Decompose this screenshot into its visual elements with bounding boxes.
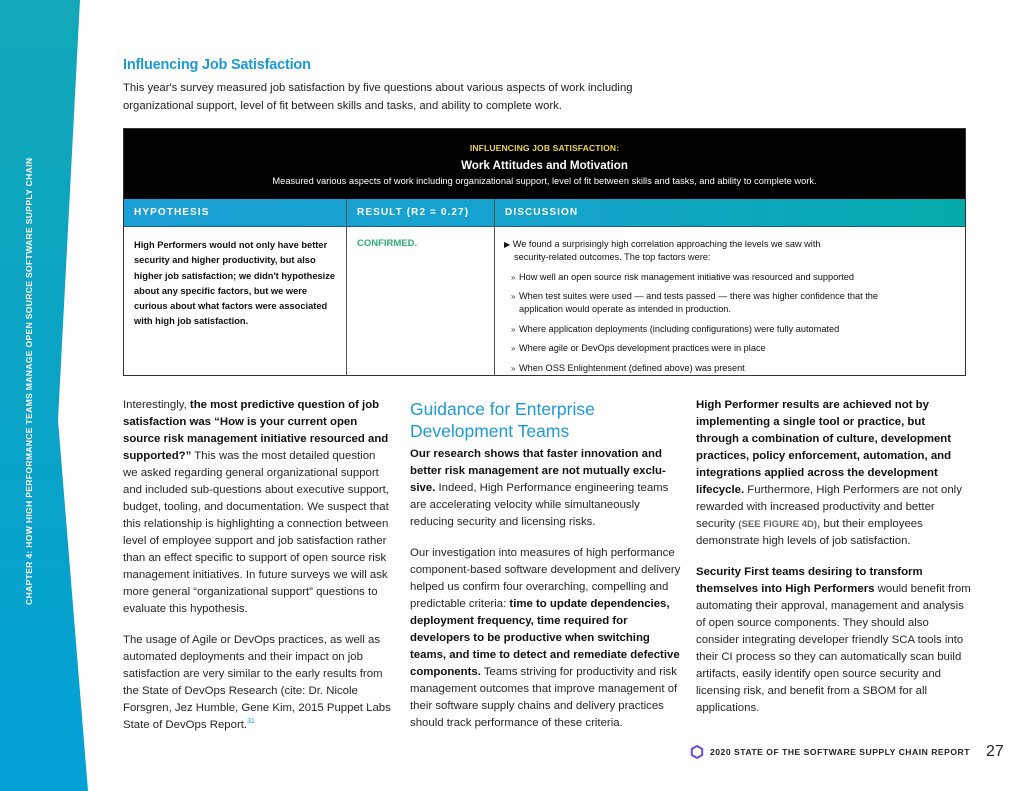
table-banner [124, 129, 965, 199]
chevron-bullet-icon: » [511, 324, 516, 334]
cell-result: CONFIRMED. [347, 227, 495, 376]
chevron-bullet-icon: » [511, 363, 516, 373]
factor-text: Where agile or DevOps development practices were in place [519, 343, 766, 353]
text-run: This was the most detailed question we asked regarding general organizational support and included sub-questions about executive support, budget, tooling, and documentation. We suspect that this relationship is highlighting a connection between level of employee support and job satisfaction rather than an effect specific to support of open source risk management initiatives. In future surveys we will ask more general “organizational support” questions to evaluate this hypothesis. [123, 450, 389, 615]
chapter-sidebar [0, 0, 95, 791]
factor-text: When OSS Enlightenment (defined above) was present [519, 362, 745, 373]
text-run: Furthermore, High Performers are not only rewarded with increased productivity and better security [696, 484, 962, 530]
factor-text: Where application deployments (including configurations) were fully automated [519, 323, 840, 334]
text-run: The usage of Agile or DevOps practices, as well as automated deployments and their impact on job satisfaction are very similar to the early results from the State of DevOps Research (cite: Dr. Nicole Forsgren, Jez Humble, Gene Kim, 2015 Puppet Labs State of DevOps Report. [123, 634, 391, 731]
page-footer [690, 743, 1004, 761]
paragraph [123, 632, 393, 734]
paragraph [123, 397, 393, 618]
discussion-lead-line-2: security-related outcomes. The top factors were: [514, 252, 711, 262]
figure-reference-link[interactable]: (SEE FIGURE 4D) [738, 519, 818, 530]
factor-item [504, 271, 955, 284]
paragraph [696, 564, 971, 717]
text-run: would benefit from automating their approval, management and analysis of open source components. They should also consider integrating developer friendly SCA tools into their CI process so they can automatically scan build artifacts, easily identify open source security and licensing risk, and benefit from a SBOM for all applications. [696, 583, 971, 714]
header-discussion: DISCUSSION [505, 207, 579, 218]
guidance-heading: Guidance for Enterprise Development Teams [410, 399, 595, 441]
text-run: Teams striving for productivity and risk management outcomes that improve management of their software supply chains and delivery practices should track performance of these criteria. [410, 666, 678, 729]
text-run: Interestingly, [123, 399, 190, 411]
body-column-1 [123, 397, 393, 748]
cell-discussion [495, 227, 965, 376]
table-title: Work Attitudes and Motivation [461, 159, 628, 172]
text-run: , but their employees demonstrate high levels of job satisfaction. [696, 518, 923, 547]
bold-text-run: time to update dependencies, deployment frequency, time required for developers to be productive when switching teams, and time to detect and remediate defective components. [410, 598, 680, 678]
report-title: 2020 STATE OF THE SOFTWARE SUPPLY CHAIN REPORT [710, 747, 971, 757]
header-hypothesis: HYPOTHESIS [124, 199, 347, 226]
hexagon-icon [690, 745, 704, 759]
text-run: Our investigation into measures of high performance component-based software development and delivery helped us confirm four overarching, compelling and predictable criteria: [410, 547, 681, 610]
table-row [124, 227, 965, 376]
header-result: RESULT (R2 = 0.27) [347, 199, 495, 226]
factor-text: When test suites were used — and tests passed — there was higher confidence that the application would operate as intended in production. [519, 291, 879, 314]
paragraph [410, 446, 685, 531]
paragraph [410, 545, 685, 732]
chevron-bullet-icon: » [511, 272, 516, 282]
discussion-lead [504, 238, 955, 264]
text-run: Indeed, High Performance engineering teams are accelerating velocity while simultaneously reducing security and licensing risks. [410, 482, 669, 528]
bold-text-run: the most predictive question of job satisfaction was “How is your current open source risk management initiative resourced and supported?” [123, 399, 389, 462]
table-header-row [124, 199, 965, 227]
section-intro: This year's survey measured job satisfaction by five questions about various aspects of work including organizational support, level of fit between skills and tasks, and ability to complete work. [123, 82, 633, 112]
factor-item [504, 362, 955, 375]
table-subtitle: Measured various aspects of work including organizational support, level of fit between skills and tasks, and ability to complete work. [272, 176, 817, 186]
table-eyebrow: INFLUENCING JOB SATISFACTION: [469, 143, 620, 153]
factor-item [504, 323, 955, 336]
footnote-link[interactable]: 31 [247, 718, 255, 725]
factor-item [504, 290, 955, 316]
paragraph [696, 397, 971, 550]
chevron-bullet-icon: » [511, 292, 516, 301]
factor-item [504, 342, 955, 355]
bold-text-run: High Performer results are achieved not by implementing a single tool or practice, but through a combination of culture, development practices, policy enforcement, automation, and integrations applied across the development lifecycle. [696, 399, 952, 496]
findings-table [123, 128, 966, 376]
bold-text-run: Security First teams desiring to transform themselves into High Performers [696, 566, 923, 595]
bold-text-run: Our research shows that faster innovation and better risk management are not mutually exclusive. [410, 448, 666, 494]
page-number: 27 [986, 743, 1004, 760]
factor-text: How well an open source risk management initiative was resourced and supported [519, 271, 855, 282]
discussion-lead-line-1: We found a surprisingly high correlation approaching the levels we saw with [512, 239, 821, 249]
section-title: Influencing Job Satisfaction [123, 57, 311, 73]
chevron-bullet-icon: » [511, 344, 516, 353]
triangle-bullet-icon: ▶ [504, 240, 511, 249]
cell-hypothesis: High Performers would not only have better security and higher productivity, but also higher job satisfaction; we didn't hypothesize about any specific factors, but we were curious about what factors were associated with high job satisfaction. [124, 227, 347, 376]
body-column-2 [410, 397, 685, 746]
chapter-label: CHAPTER 4: HOW HIGH PERFORMANCE TEAMS MANAGE OPEN SOURCE SOFTWARE SUPPLY CHAIN [24, 157, 34, 605]
body-column-3 [696, 397, 971, 731]
